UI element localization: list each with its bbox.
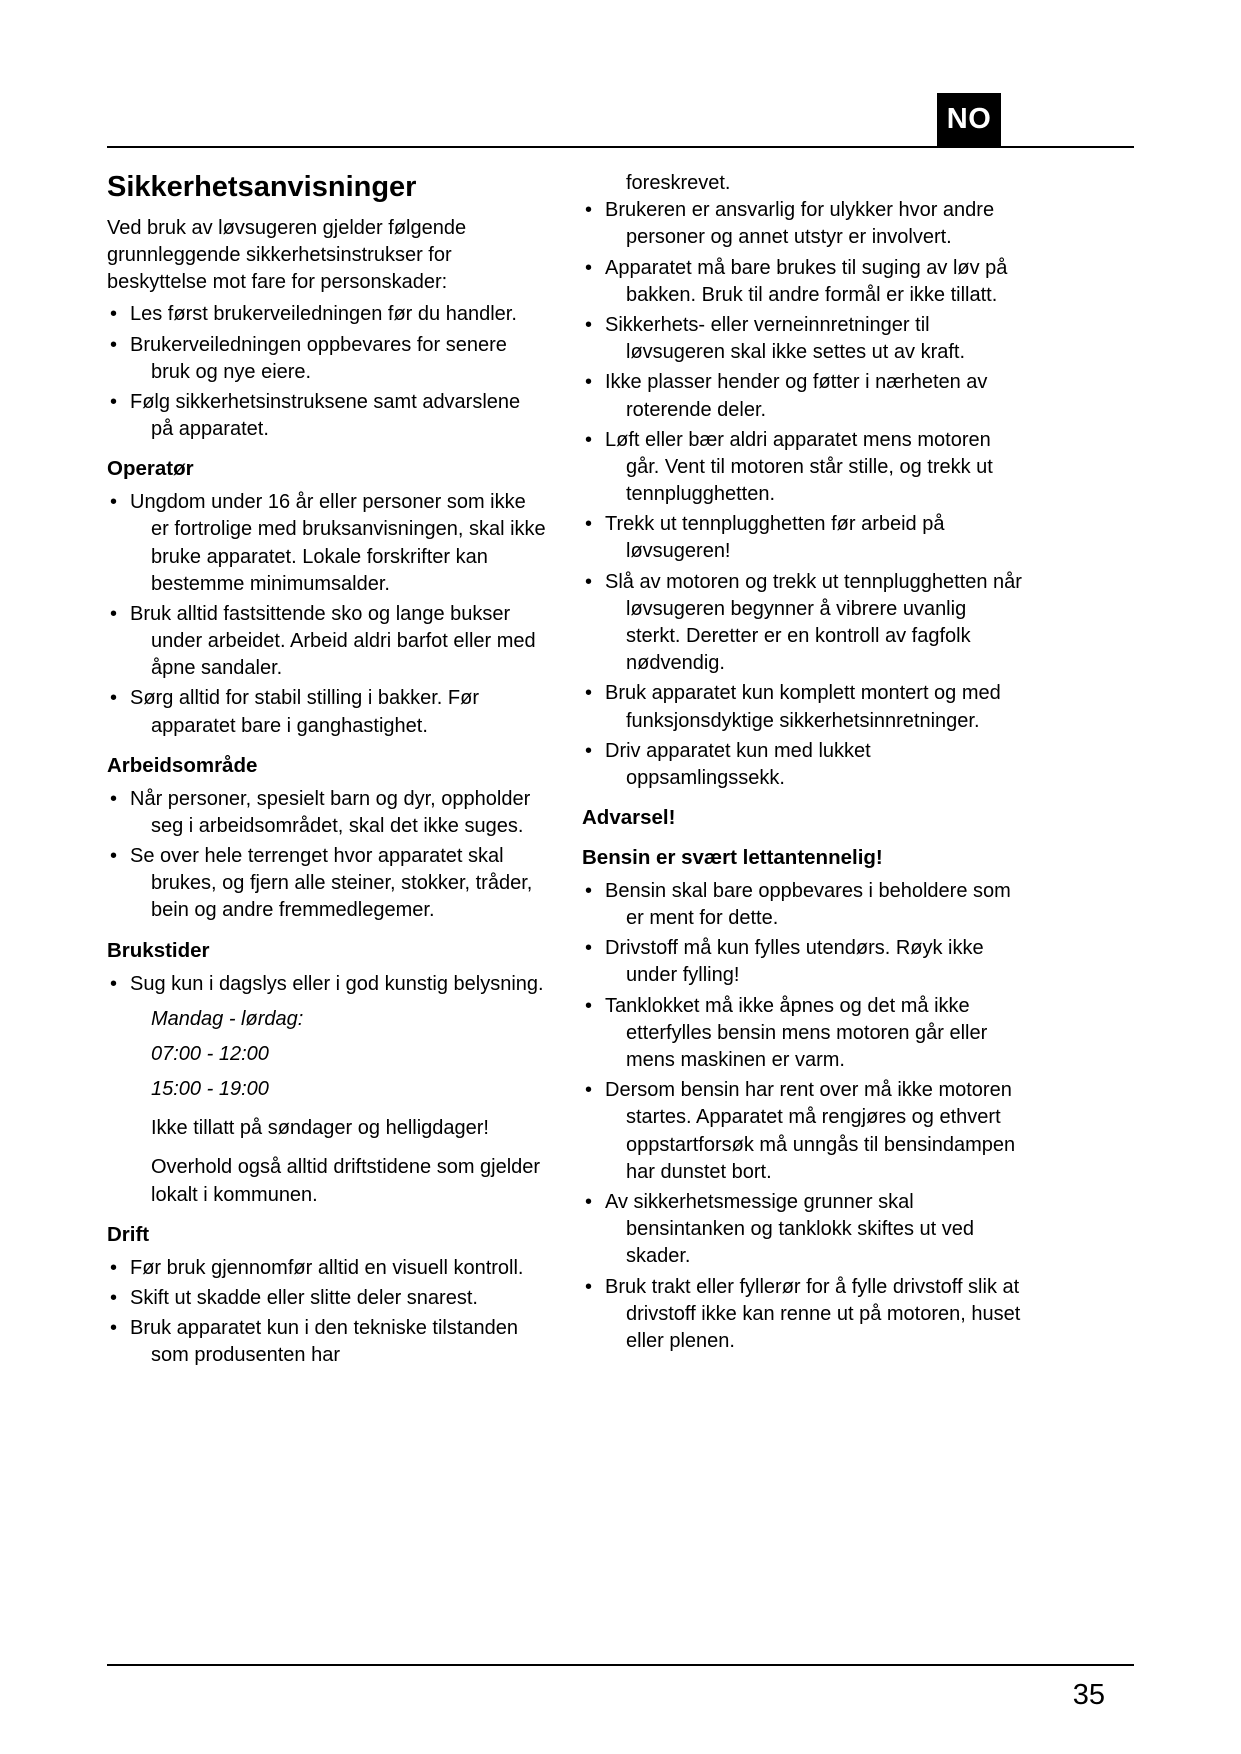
left-col-heading-9: Arbeidsområde (107, 753, 258, 777)
right-col-continuation-0: foreskrevet. (626, 172, 731, 194)
left-col-title-0: Sikkerhetsanvisninger (107, 171, 417, 203)
right-col-heading-11: Bensin er svært lettantennelig! (582, 846, 883, 869)
right-col-bullet-9: • Driv apparatet kun med lukket oppsamlingssekk. (582, 738, 1022, 792)
left-col-bullet-7: • Bruk alltid fastsittende sko og lange bukser under arbeidet. Arbeid aldri barfot eller med åpne sandaler. (107, 601, 547, 683)
right-col-bullet-2: • Apparatet må bare brukes til suging av løv på bakken. Bruk til andre formål er ikke tillatt. (582, 255, 1022, 309)
page-number: 35 (1072, 1679, 1105, 1711)
left-col-bullet-11: • Se over hele terrenget hvor apparatet skal brukes, og fjern alle steiner, stokker, tråder, bein og andre fremmedlegemer. (107, 843, 547, 925)
left-col-bullet-20: • Før bruk gjennomfør alltid en visuell kontroll. (107, 1255, 547, 1282)
left-col-heading-12: Brukstider (107, 938, 210, 962)
right-col-bullet-4: • Ikke plasser hender og føtter i nærheten av roterende deler. (582, 369, 1022, 423)
left-col-indent-17: Ikke tillatt på søndager og helligdager! (151, 1117, 489, 1140)
left-col-italic-16: 15:00 - 19:00 (151, 1078, 269, 1101)
left-col-bullet-6: • Ungdom under 16 år eller personer som ikke er fortrolige med bruksanvisningen, skal ikke bruke apparatet. Lokale forskrifter kan bestemme minimumsalder. (107, 489, 547, 598)
header-divider (107, 103, 1134, 148)
left-col-heading-19: Drift (107, 1222, 150, 1246)
right-col-bullet-12: • Bensin skal bare oppbevares i beholdere som er ment for dette. (582, 878, 1022, 932)
right-col-bullet-13: • Drivstoff må kun fylles utendørs. Røyk ikke under fylling! (582, 935, 1022, 989)
left-col-paragraph-1: Ved bruk av løvsugeren gjelder følgende grunnleggende sikkerhetsinstrukser for beskyttelse mot fare for personskader: (107, 216, 467, 294)
right-col-bullet-17: • Bruk trakt eller fyllerør for å fylle drivstoff slik at drivstoff ikke kan renne ut på motoren, huset eller plenen. (582, 1274, 1022, 1356)
right-col-bullet-3: • Sikkerhets- eller verneinnretninger til løvsugeren skal ikke settes ut av kraft. (582, 312, 1022, 366)
left-col-bullet-21: • Skift ut skadde eller slitte deler snarest. (107, 1285, 547, 1312)
right-col-bullet-16: • Av sikkerhetsmessige grunner skal bensintanken og tanklokk skiftes ut ved skader. (582, 1189, 1022, 1271)
right-col-heading-10: Advarsel! (582, 806, 676, 830)
footer-divider (107, 1664, 1134, 1666)
right-column (582, 170, 1022, 1372)
left-col-bullet-2: • Les først brukerveiledningen før du handler. (107, 301, 547, 328)
left-column (107, 170, 547, 1372)
right-col-bullet-6: • Trekk ut tennplugghetten før arbeid på løvsugeren! (582, 511, 1022, 565)
right-col-bullet-1: • Brukeren er ansvarlig for ulykker hvor andre personer og annet utstyr er involvert. (582, 197, 1022, 251)
left-col-heading-5: Operatør (107, 457, 194, 481)
left-col-bullet-13: • Sug kun i dagslys eller i god kunstig belysning. (107, 971, 547, 998)
right-col-bullet-7: • Slå av motoren og trekk ut tennplugghetten når løvsugeren begynner å vibrere uvanlig sterkt. Deretter er en kontroll av fagfolk nødvendig. (582, 569, 1022, 678)
left-col-bullet-3: • Brukerveiledningen oppbevares for senere bruk og nye eiere. (107, 332, 547, 386)
right-col-bullet-14: • Tanklokket må ikke åpnes og det må ikke etterfylles bensin mens motoren går eller mens maskinen er varm. (582, 993, 1022, 1075)
language-badge: NO (937, 93, 1001, 146)
left-col-bullet-4: • Følg sikkerhetsinstruksene samt advarslene på apparatet. (107, 389, 547, 443)
right-col-bullet-5: • Løft eller bær aldri apparatet mens motoren går. Vent til motoren står stille, og trekk ut tennplugghetten. (582, 427, 1022, 509)
left-col-indent-18: Overhold også alltid driftstidene som gjelder lokalt i kommunen. (151, 1156, 541, 1206)
right-col-bullet-15: • Dersom bensin har rent over må ikke motoren startes. Apparatet må rengjøres og ethvert oppstartforsøk må unngås til bensindampen har dunstet bort. (582, 1077, 1022, 1186)
left-col-bullet-8: • Sørg alltid for stabil stilling i bakker. Før apparatet bare i ganghastighet. (107, 685, 547, 739)
left-col-bullet-22: • Bruk apparatet kun i den tekniske tilstanden som produsenten har (107, 1315, 547, 1369)
left-col-bullet-10: • Når personer, spesielt barn og dyr, oppholder seg i arbeidsområdet, skal det ikke suges. (107, 786, 547, 840)
page-content (107, 170, 1134, 1372)
left-col-italic-14: Mandag - lørdag: (151, 1007, 304, 1030)
left-col-italic-15: 07:00 - 12:00 (151, 1042, 269, 1065)
right-col-bullet-8: • Bruk apparatet kun komplett montert og med funksjonsdyktige sikkerhetsinnretninger. (582, 680, 1022, 734)
